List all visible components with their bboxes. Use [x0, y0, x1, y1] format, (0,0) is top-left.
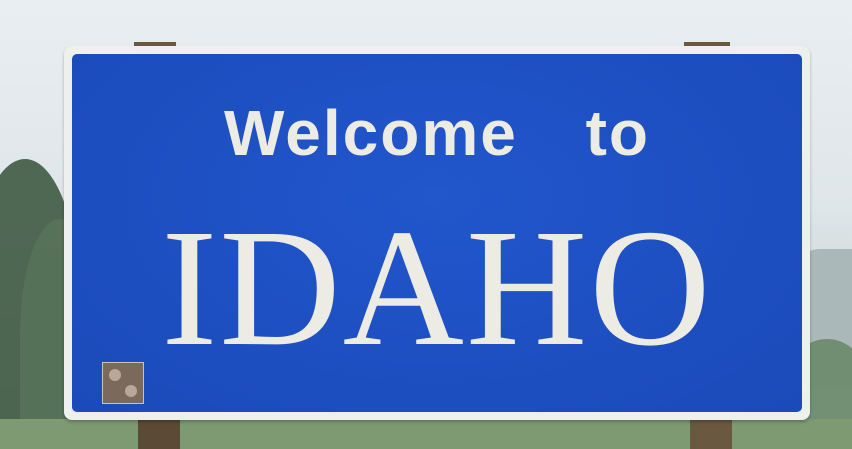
sign-state-name: IDAHO	[161, 195, 713, 381]
sign-welcome-text: Welcome to	[224, 97, 650, 169]
sign-face	[72, 54, 802, 412]
welcome-sign	[64, 46, 810, 420]
sticker	[102, 362, 144, 404]
